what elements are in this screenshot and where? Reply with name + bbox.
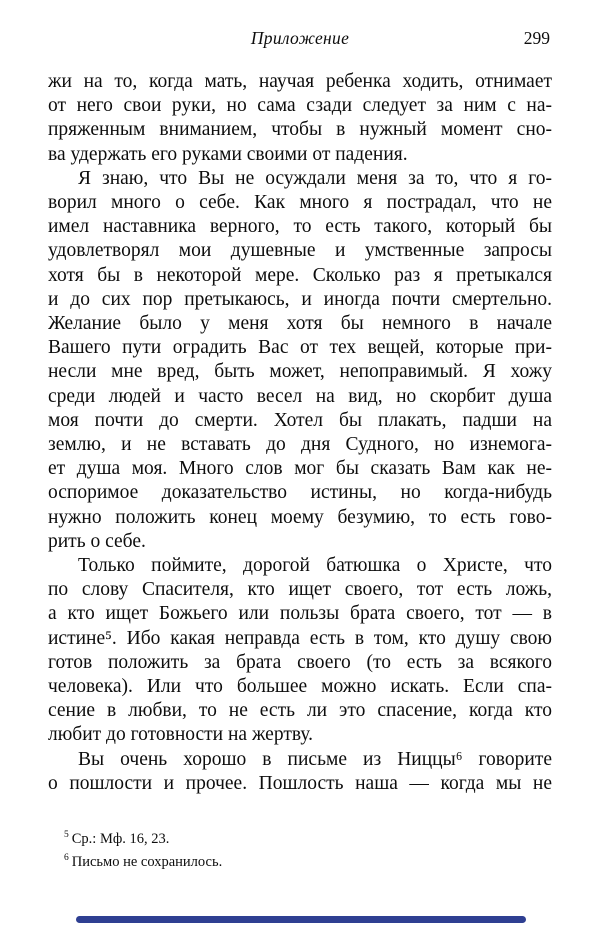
text-line: хотя бы в некоторой мере. Сколько раз я претыкался — [48, 264, 552, 286]
text-line: удовлетворял мои душевные и умственные запросы — [48, 240, 552, 262]
text-line: Вы очень хорошо в письме из Ниццы⁶ говорите — [78, 748, 552, 770]
footnote-marker: 5 — [64, 830, 69, 841]
text-line: о пошлости и прочее. Пошлость наша — когда мы не — [48, 772, 552, 794]
text-line: несли мне вред, быть может, непоправимый. Я хожу — [48, 361, 552, 383]
text-line: Я знаю, что Вы не осуждали меня за то, что я го- — [78, 167, 552, 189]
text-line: жи на то, когда мать, научая ребенка ходить, отнимает — [48, 71, 552, 92]
footnote: $^5$ Ср.: Мф. 16, 23. — [64, 830, 170, 847]
text-line: истине⁵. Ибо какая неправда есть в том, кто душу свою — [48, 627, 552, 649]
text-line: нужно положить конец моему безумию, то есть гово- — [48, 506, 552, 528]
text-line: Вашего пути оградить Вас от тех вещей, которые при- — [48, 337, 552, 359]
text-line: рить о себе. — [48, 530, 146, 552]
text-line: ва удержать его руками своими от падения. — [48, 143, 408, 165]
text-line: готов положить за брата своего (то есть за всякого — [48, 651, 552, 673]
text-line: среди людей и часто весел на вид, но скорбит душа — [48, 385, 552, 407]
section-title: Приложение — [250, 28, 350, 48]
reading-progress-bar[interactable] — [76, 916, 526, 923]
running-head — [48, 28, 552, 52]
footnote-marker: 6 — [64, 852, 69, 863]
text-line: Желание было у меня хотя бы немного в начале — [48, 313, 552, 335]
text-line: и до сих пор претыкаюсь, и иногда почти смертельно. — [48, 288, 552, 310]
text-line: любит до готовности на жертву. — [48, 724, 314, 746]
page-number: 299 — [523, 28, 550, 48]
footnotes — [64, 828, 552, 873]
footnote: $^6$ Письмо не сохранилось. — [64, 852, 223, 870]
text-line: по слову Спасителя, кто ищет своего, тот есть ложь, — [48, 579, 552, 601]
text-line: оспоримое доказательство истины, но когда-нибудь — [48, 482, 552, 504]
text-line: сение в любви, то не есть ли это спасение, когда кто — [48, 700, 552, 722]
text-line: человека). Или что большее можно искать. Если спа- — [48, 676, 552, 698]
body-text — [48, 70, 552, 796]
text-line: Только поймите, дорогой батюшка о Христе, что — [78, 555, 552, 577]
text-line: пряженным вниманием, чтобы в нужный момент сно- — [48, 119, 552, 141]
text-line: моя почти до смерти. Хотел бы плакать, падши на — [48, 409, 552, 431]
text-line: землю, и не вставать до дня Судного, но изнемога- — [48, 434, 552, 456]
text-line: ет душа моя. Много слов мог бы сказать Вам как не- — [48, 458, 552, 480]
text-line: ворил много о себе. Как много я пострадал, что не — [48, 192, 552, 214]
text-line: а кто ищет Божьего или пользы брата своего, тот — в — [48, 603, 552, 625]
text-line: от него свои руки, но сама сзади следует за ним с на- — [48, 95, 552, 117]
text-line: имел наставника верного, то есть такого, который бы — [48, 216, 552, 238]
